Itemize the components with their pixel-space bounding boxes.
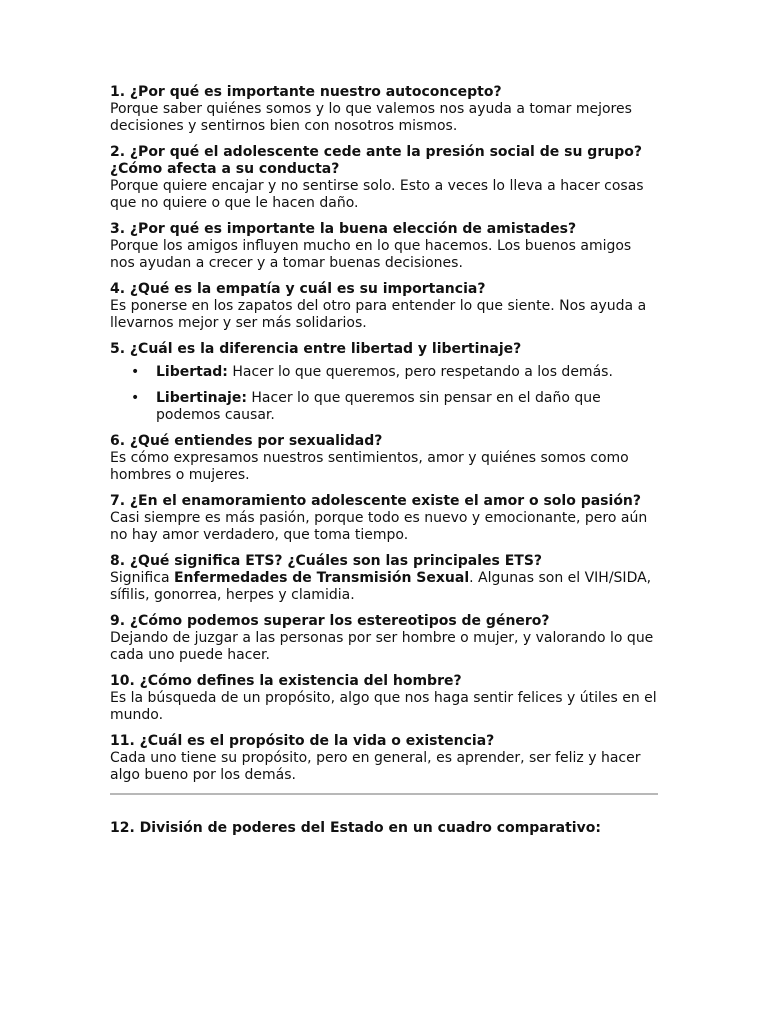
- answer-text: [110, 570, 658, 604]
- question-8: [110, 553, 658, 604]
- bullet-icon: •: [131, 364, 140, 380]
- answer-text: Es cómo expresamos nuestros sentimientos, amor y quiénes somos como hombres o mujeres.: [110, 450, 629, 483]
- question-10: [110, 673, 658, 724]
- term-label: Libertinaje:: [156, 390, 247, 406]
- answer-emphasis: Enfermedades de Transmisión Sexual: [173, 570, 470, 586]
- answer-prefix: Significa: [110, 570, 174, 586]
- question-9: [110, 613, 658, 664]
- list-item: [110, 364, 658, 381]
- term-definition: Hacer lo que queremos, pero respetando a los demás.: [227, 364, 613, 380]
- question-11: [110, 733, 658, 784]
- answer-suffix: . Algunas son el VIH/SIDA, sífilis, gonorrea, herpes y clamidia.: [110, 570, 652, 603]
- question-12-heading: 12. División de poderes del Estado en un cuadro comparativo:: [110, 820, 601, 836]
- answer-text: Dejando de juzgar a las personas por ser hombre o mujer, y valorando lo que cada uno puede hacer.: [110, 630, 654, 663]
- question-heading: 1. ¿Por qué es importante nuestro autoconcepto?: [110, 84, 502, 100]
- question-7: [110, 493, 658, 544]
- question-heading: 11. ¿Cuál es el propósito de la vida o existencia?: [110, 733, 495, 749]
- bullet-icon: •: [131, 390, 140, 406]
- question-heading: 5. ¿Cuál es la diferencia entre libertad y libertinaje?: [110, 341, 522, 357]
- list-item: [110, 390, 658, 424]
- question-heading: 2. ¿Por qué el adolescente cede ante la presión social de su grupo? ¿Cómo afecta a su conducta?: [110, 144, 642, 177]
- answer-text: Cada uno tiene su propósito, pero en general, es aprender, ser feliz y hacer algo bueno por los demás.: [110, 750, 641, 783]
- answer-text: Porque saber quiénes somos y lo que valemos nos ayuda a tomar mejores decisiones y sentirnos bien con nosotros mismos.: [110, 101, 632, 134]
- question-1: [110, 84, 658, 135]
- term-definition: Hacer lo que queremos sin pensar en el daño que podemos causar.: [156, 390, 601, 423]
- answer-text: Casi siempre es más pasión, porque todo es nuevo y emocionante, pero aún no hay amor verdadero, que toma tiempo.: [110, 510, 648, 543]
- question-4: [110, 281, 658, 332]
- bullet-list: [110, 364, 658, 424]
- question-5: [110, 341, 658, 424]
- question-2: [110, 144, 658, 212]
- question-heading: 6. ¿Qué entiendes por sexualidad?: [110, 433, 383, 449]
- answer-text: Porque los amigos influyen mucho en lo que hacemos. Los buenos amigos nos ayudan a crecer y a tomar buenas decisiones.: [110, 238, 632, 271]
- question-6: [110, 433, 658, 484]
- answer-text: Es ponerse en los zapatos del otro para entender lo que siente. Nos ayuda a llevarnos mejor y ser más solidarios.: [110, 298, 647, 331]
- question-heading: 8. ¿Qué significa ETS? ¿Cuáles son las principales ETS?: [110, 553, 543, 569]
- answer-text: Es la búsqueda de un propósito, algo que nos haga sentir felices y útiles en el mundo.: [110, 690, 657, 723]
- horizontal-divider: [110, 793, 658, 795]
- question-heading: 9. ¿Cómo podemos superar los estereotipos de género?: [110, 613, 550, 629]
- document-page: [110, 84, 658, 837]
- question-heading: 7. ¿En el enamoramiento adolescente existe el amor o solo pasión?: [110, 493, 642, 509]
- answer-text: Porque quiere encajar y no sentirse solo. Esto a veces lo lleva a hacer cosas que no quiere o que le hacen daño.: [110, 178, 644, 211]
- question-3: [110, 221, 658, 272]
- question-heading: 4. ¿Qué es la empatía y cuál es su importancia?: [110, 281, 486, 297]
- question-heading: 10. ¿Cómo defines la existencia del hombre?: [110, 673, 462, 689]
- term-label: Libertad:: [156, 364, 228, 380]
- question-heading: 3. ¿Por qué es importante la buena elección de amistades?: [110, 221, 577, 237]
